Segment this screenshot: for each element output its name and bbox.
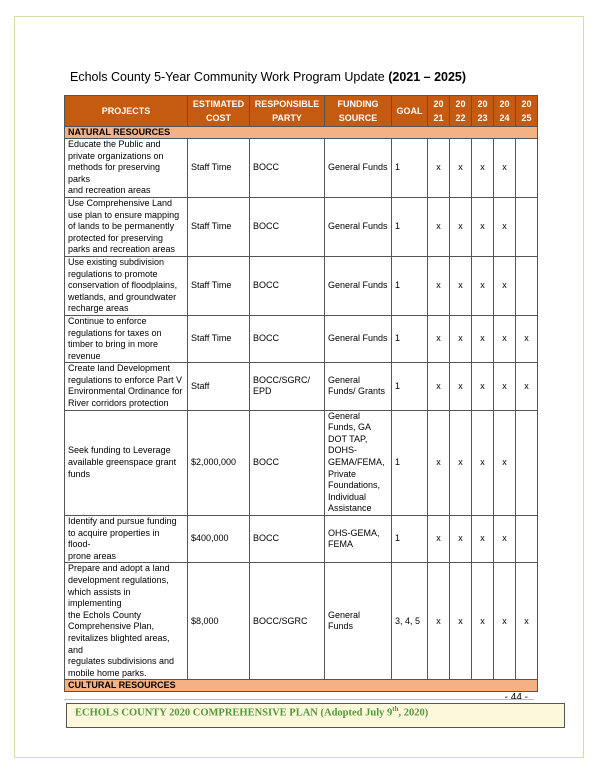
cell-year-mark <box>516 256 538 315</box>
cell-year-mark: x <box>516 363 538 410</box>
cell-cost <box>188 256 250 315</box>
cell-source <box>325 139 392 198</box>
cell-source <box>325 410 392 515</box>
cell-cost-line: Staff Time <box>191 280 232 291</box>
cell-goal: 3, 4, 5 <box>392 563 428 680</box>
cell-project <box>65 516 188 563</box>
cell-project-line: regulations to promote <box>68 268 158 279</box>
cell-source <box>325 197 392 256</box>
cell-year-mark: x <box>494 315 516 362</box>
header-party-line: PARTY <box>272 113 302 123</box>
cell-source-line: FEMA <box>328 539 354 550</box>
cell-cost-line: Staff Time <box>191 162 232 173</box>
cell-project-line: funds <box>68 468 91 479</box>
cell-source-line: General <box>328 374 361 385</box>
cell-party <box>250 139 325 198</box>
header-year-line: 20 <box>499 99 510 109</box>
cell-project-line: regulations to enforce Part V <box>68 374 183 385</box>
cell-year-mark: x <box>472 139 494 198</box>
cell-project-line: of lands to be permanently <box>68 221 175 232</box>
header-year-2021 <box>428 96 450 127</box>
cell-project-line: Identify and pursue funding <box>68 516 177 526</box>
cell-year-mark <box>516 516 538 563</box>
cell-project <box>65 197 188 256</box>
cell-project-line: prone areas <box>68 550 117 561</box>
header-party-line: RESPONSIBLE <box>254 99 320 109</box>
cell-project-line: Create land Development <box>68 363 171 374</box>
cell-year-mark <box>516 197 538 256</box>
header-year-line: 20 <box>477 99 488 109</box>
cell-year-mark: x <box>494 139 516 198</box>
cell-year-mark: x <box>428 197 450 256</box>
table-row <box>65 315 538 362</box>
header-year-line: 23 <box>477 113 488 123</box>
cell-source-line: General Funds <box>328 162 388 173</box>
cell-source-line: Funds/ Grants <box>328 386 386 397</box>
cell-year-mark: x <box>450 256 472 315</box>
cell-project-line: Use Comprehensive Land <box>68 197 173 208</box>
cell-project-line: Seek funding to Leverage <box>68 445 171 456</box>
cell-cost-line: $8,000 <box>191 615 219 626</box>
cell-year-mark: x <box>472 315 494 362</box>
cell-source-line: General <box>328 609 361 620</box>
footer-plan-sup: th <box>392 705 399 713</box>
cell-project-line: revenue <box>68 350 101 361</box>
cell-source-line: General Funds <box>328 280 388 291</box>
cell-goal: 1 <box>392 197 428 256</box>
cell-party <box>250 563 325 680</box>
cell-goal: 1 <box>392 516 428 563</box>
header-year-2023 <box>472 96 494 127</box>
table-row <box>65 516 538 563</box>
cell-project <box>65 256 188 315</box>
header-year-line: 22 <box>455 113 466 123</box>
cell-source <box>325 315 392 362</box>
header-year-line: 24 <box>499 113 510 123</box>
cell-project-line: Environmental Ordinance for <box>68 386 183 397</box>
cell-year-mark: x <box>494 363 516 410</box>
cell-project-line: Comprehensive Plan, <box>68 621 155 632</box>
table-row <box>65 197 538 256</box>
cell-cost-line: $2,000,000 <box>191 457 237 468</box>
footer-divider <box>64 699 534 700</box>
header-cost <box>188 96 250 127</box>
header-source-line: SOURCE <box>338 113 378 123</box>
cell-party <box>250 315 325 362</box>
cell-year-mark: x <box>472 410 494 515</box>
footer-plan-end: , 2020) <box>398 707 429 719</box>
work-program-table <box>64 95 538 692</box>
cell-project-line: private organizations on <box>68 150 164 161</box>
table-row <box>65 410 538 515</box>
cell-project-line: methods for preserving parks <box>68 162 161 184</box>
cell-project-line: mobile home parks. <box>68 667 147 678</box>
cell-year-mark: x <box>472 197 494 256</box>
title-main: Echols County 5-Year Community Work Program Update <box>70 70 389 84</box>
section-natural-resources <box>65 127 538 139</box>
cell-project-line: regulations for taxes on <box>68 327 162 338</box>
cell-cost-line: Staff Time <box>191 221 232 232</box>
cell-year-mark: x <box>450 197 472 256</box>
cell-goal: 1 <box>392 410 428 515</box>
cell-year-mark: x <box>450 563 472 680</box>
table-row <box>65 256 538 315</box>
cell-source-line: OHS-GEMA, <box>328 527 380 538</box>
cell-project-line: Continue to enforce <box>68 315 147 326</box>
header-year-2024 <box>494 96 516 127</box>
footer-plan-banner <box>66 703 565 728</box>
cell-party-line: BOCC <box>253 333 280 344</box>
cell-party-line: BOCC <box>253 221 280 232</box>
cell-cost-line: $400,000 <box>191 533 229 544</box>
cell-year-mark: x <box>472 516 494 563</box>
cell-source <box>325 256 392 315</box>
cell-party-line: EPD <box>253 386 272 397</box>
header-year-line: 20 <box>433 99 444 109</box>
cell-year-mark: x <box>450 363 472 410</box>
cell-project-line: protected for preserving <box>68 232 164 243</box>
section-cultural-resources <box>65 680 538 692</box>
cell-project-line: regulates subdivisions and <box>68 656 175 667</box>
cell-goal: 1 <box>392 256 428 315</box>
header-projects: PROJECTS <box>65 96 188 127</box>
cell-cost <box>188 197 250 256</box>
cell-goal: 1 <box>392 139 428 198</box>
cell-year-mark: x <box>450 315 472 362</box>
cell-year-mark: x <box>494 410 516 515</box>
table-row <box>65 363 538 410</box>
cell-cost <box>188 315 250 362</box>
cell-source-line: Funds <box>328 621 354 632</box>
cell-source-line: General Funds <box>328 221 388 232</box>
header-source-line: FUNDING <box>337 99 379 109</box>
cell-project-line: development regulations, <box>68 574 169 585</box>
cell-year-mark: x <box>494 563 516 680</box>
cell-project-line: timber to bring in more <box>68 339 159 350</box>
cell-project-line: parks and recreation areas <box>68 244 176 255</box>
cell-year-mark: x <box>428 256 450 315</box>
cell-cost-line: Staff Time <box>191 333 232 344</box>
page-number: - 44 - <box>504 692 528 703</box>
header-year-2022 <box>450 96 472 127</box>
cell-source-line: Funds, GA <box>328 422 372 433</box>
cell-cost <box>188 363 250 410</box>
cell-source <box>325 363 392 410</box>
cell-year-mark: x <box>472 363 494 410</box>
cell-party <box>250 197 325 256</box>
cell-project-line: River corridors protection <box>68 398 169 409</box>
cell-project-line: the Echols County <box>68 609 142 620</box>
cell-year-mark: x <box>428 516 450 563</box>
cell-source-line: Private <box>328 468 357 479</box>
cell-year-mark: x <box>450 410 472 515</box>
cell-year-mark: x <box>494 197 516 256</box>
table-row <box>65 139 538 198</box>
cell-year-mark: x <box>428 410 450 515</box>
cell-party-line: BOCC <box>253 457 280 468</box>
cell-year-mark: x <box>494 256 516 315</box>
cell-project-line: revitalizes blighted areas, and <box>68 632 170 655</box>
cell-source-line: DOHS- <box>328 445 357 456</box>
cell-source-line: Assistance <box>328 503 372 514</box>
cell-source-line: General Funds <box>328 333 388 344</box>
cell-cost <box>188 516 250 563</box>
cell-party <box>250 410 325 515</box>
header-goal: GOAL <box>392 96 428 127</box>
header-year-line: 25 <box>521 113 532 123</box>
cell-year-mark: x <box>450 516 472 563</box>
header-year-line: 20 <box>455 99 466 109</box>
cell-year-mark <box>516 410 538 515</box>
header-year-line: 20 <box>521 99 532 109</box>
header-row <box>65 96 538 127</box>
cell-goal: 1 <box>392 363 428 410</box>
cell-project <box>65 315 188 362</box>
cell-party-line: BOCC/SGRC <box>253 615 308 626</box>
cell-project-line: Use existing subdivision <box>68 256 165 267</box>
cell-goal: 1 <box>392 315 428 362</box>
cell-party-line: BOCC <box>253 162 280 173</box>
cell-year-mark: x <box>472 256 494 315</box>
cell-cost <box>188 563 250 680</box>
cell-cost <box>188 410 250 515</box>
cell-project <box>65 363 188 410</box>
cell-source-line: GEMA/FEMA, <box>328 457 385 468</box>
cell-year-mark: x <box>516 563 538 680</box>
cell-source-line: Foundations, <box>328 480 381 491</box>
cell-year-mark <box>516 139 538 198</box>
cell-project-line: Prepare and adopt a land <box>68 563 170 574</box>
cell-year-mark: x <box>516 315 538 362</box>
section-label: CULTURAL RESOURCES <box>65 680 538 692</box>
cell-party-line: BOCC <box>253 280 280 291</box>
header-party <box>250 96 325 127</box>
table-row <box>65 563 538 680</box>
cell-year-mark: x <box>450 139 472 198</box>
cell-project <box>65 563 188 680</box>
cell-year-mark: x <box>428 563 450 680</box>
cell-party <box>250 363 325 410</box>
section-label: NATURAL RESOURCES <box>65 127 538 139</box>
cell-project-line: conservation of floodplains, <box>68 280 178 291</box>
cell-project-line: which assists in implementing <box>68 586 131 609</box>
footer-plan-text: ECHOLS COUNTY 2020 COMPREHENSIVE PLAN (Adopted July 9 <box>75 707 393 719</box>
cell-project <box>65 410 188 515</box>
cell-project-line: available greenspace grant <box>68 457 177 468</box>
cell-cost <box>188 139 250 198</box>
cell-project-line: to acquire properties in flood- <box>68 527 160 550</box>
cell-project-line: and recreation areas <box>68 185 151 196</box>
cell-cost-line: Staff <box>191 380 210 391</box>
cell-source <box>325 563 392 680</box>
cell-source <box>325 516 392 563</box>
cell-party-line: BOCC <box>253 533 280 544</box>
header-year-line: 21 <box>433 113 444 123</box>
cell-project <box>65 139 188 198</box>
page-title <box>70 70 466 84</box>
cell-source-line: DOT TAP, <box>328 433 368 444</box>
cell-source-line: Individual <box>328 491 367 502</box>
cell-party <box>250 516 325 563</box>
cell-year-mark: x <box>494 516 516 563</box>
cell-year-mark: x <box>472 563 494 680</box>
header-source <box>325 96 392 127</box>
cell-project-line: recharge areas <box>68 303 129 314</box>
cell-project-line: Educate the Public and <box>68 139 161 149</box>
cell-year-mark: x <box>428 363 450 410</box>
title-years: (2021 – 2025) <box>388 70 467 84</box>
cell-project-line: wetlands, and groundwater <box>68 291 177 302</box>
cell-party <box>250 256 325 315</box>
cell-project-line: use plan to ensure mapping <box>68 209 180 220</box>
header-cost-line: COST <box>205 113 231 123</box>
cell-party-line: BOCC/SGRC/ <box>253 374 311 385</box>
cell-year-mark: x <box>428 139 450 198</box>
header-year-2025 <box>516 96 538 127</box>
header-cost-line: ESTIMATED <box>192 99 245 109</box>
cell-source-line: General <box>328 410 361 421</box>
cell-year-mark: x <box>428 315 450 362</box>
